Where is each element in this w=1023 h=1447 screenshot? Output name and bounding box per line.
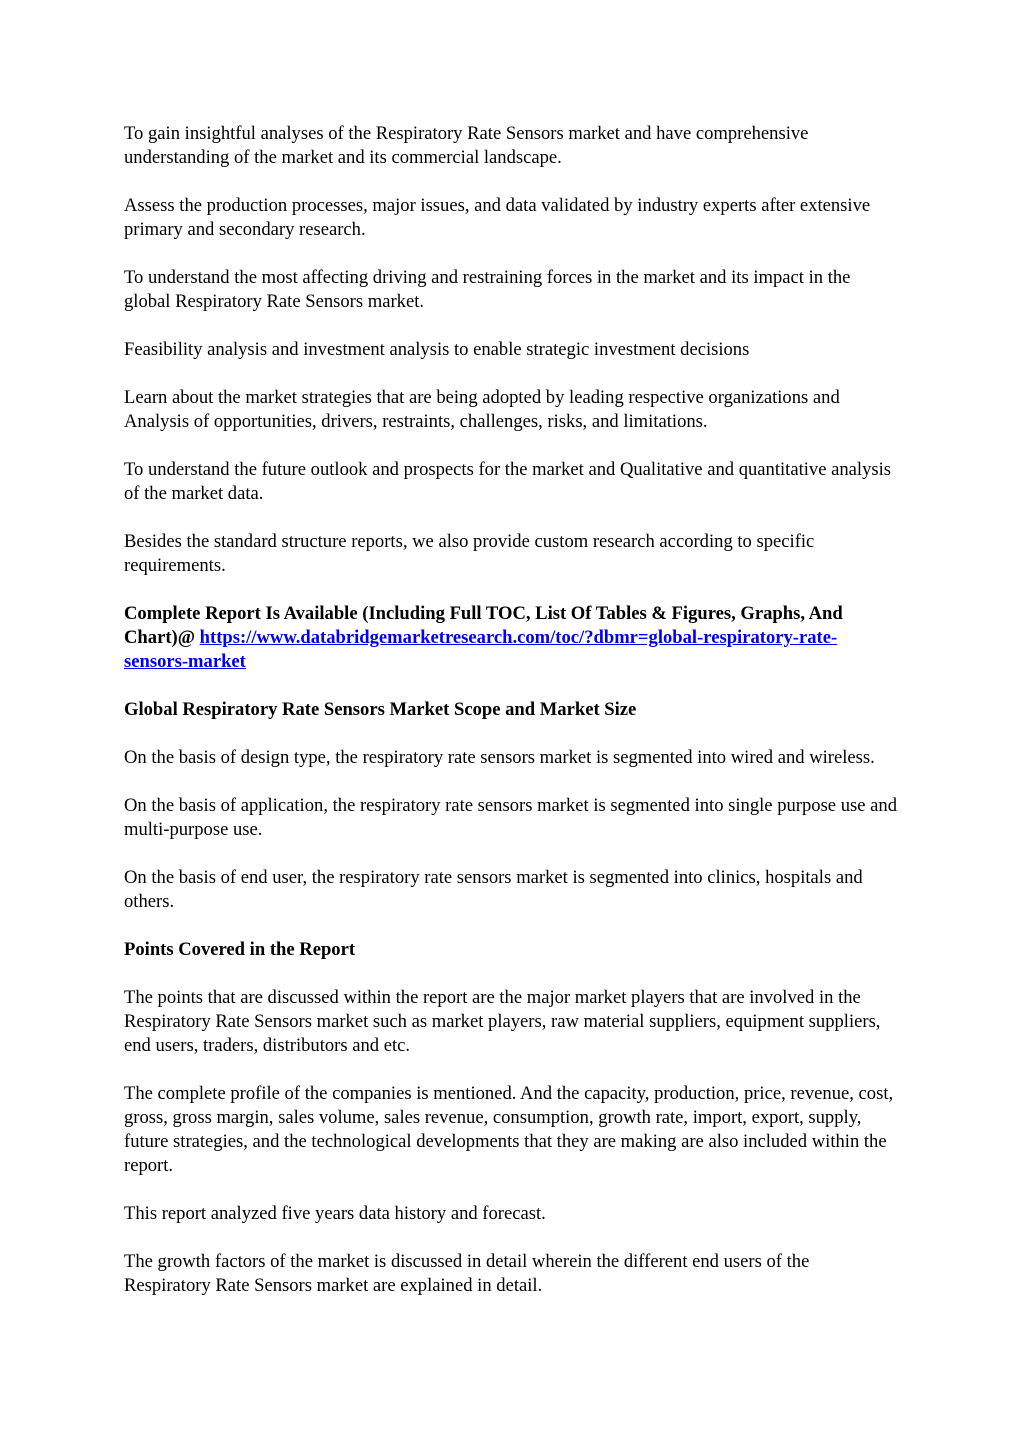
report-availability-paragraph [124, 602, 899, 674]
report-availability-text: Complete Report Is Available (Including Full TOC, List Of Tables & Figures, Graphs, And Chart)@ [124, 603, 843, 648]
report-toc-link[interactable]: https://www.databridgemarketresearch.com/toc/?dbmr=global-respiratory-rate-sensors-market [124, 627, 838, 672]
paragraph-application: On the basis of application, the respiratory rate sensors market is segmented into single purpose use and multi-purpose use. [124, 795, 897, 840]
paragraph-feasibility-analysis: Feasibility analysis and investment analysis to enable strategic investment decisions [124, 339, 750, 360]
paragraph-driving-forces: To understand the most affecting driving and restraining forces in the market and its impact in the global Respiratory Rate Sensors market. [124, 267, 851, 312]
document-page [124, 122, 899, 1322]
paragraph-production-processes: Assess the production processes, major issues, and data validated by industry experts after extensive primary and secondary research. [124, 195, 871, 240]
paragraph-market-strategies: Learn about the market strategies that are being adopted by leading respective organizations and Analysis of opportunities, drivers, restraints, challenges, risks, and limitations. [124, 387, 840, 432]
scope-heading: Global Respiratory Rate Sensors Market Scope and Market Size [124, 699, 637, 720]
paragraph-growth-factors: The growth factors of the market is discussed in detail wherein the different end users of the Respiratory Rate Sensors market are explained in detail. [124, 1251, 810, 1296]
paragraph-custom-research: Besides the standard structure reports, we also provide custom research according to specific requirements. [124, 531, 815, 576]
paragraph-design-type: On the basis of design type, the respiratory rate sensors market is segmented into wired and wireless. [124, 747, 875, 768]
paragraph-end-user: On the basis of end user, the respiratory rate sensors market is segmented into clinics, hospitals and others. [124, 867, 863, 912]
paragraph-market-players: The points that are discussed within the report are the major market players that are involved in the Respiratory Rate Sensors market such as market players, raw material suppliers, equipment suppliers, end users, traders, distributors and etc. [124, 987, 881, 1056]
paragraph-insightful-analyses: To gain insightful analyses of the Respiratory Rate Sensors market and have comprehensive understanding of the market and its commercial landscape. [124, 123, 809, 168]
paragraph-data-history: This report analyzed five years data history and forecast. [124, 1203, 546, 1224]
points-heading: Points Covered in the Report [124, 939, 356, 960]
paragraph-future-outlook: To understand the future outlook and prospects for the market and Qualitative and quantitative analysis of the market data. [124, 459, 892, 504]
paragraph-company-profile: The complete profile of the companies is mentioned. And the capacity, production, price, revenue, cost, gross, gross margin, sales volume, sales revenue, consumption, growth rate, import, export, supply, future strategies, and the technological developments that they are making are also included within the report. [124, 1083, 894, 1176]
